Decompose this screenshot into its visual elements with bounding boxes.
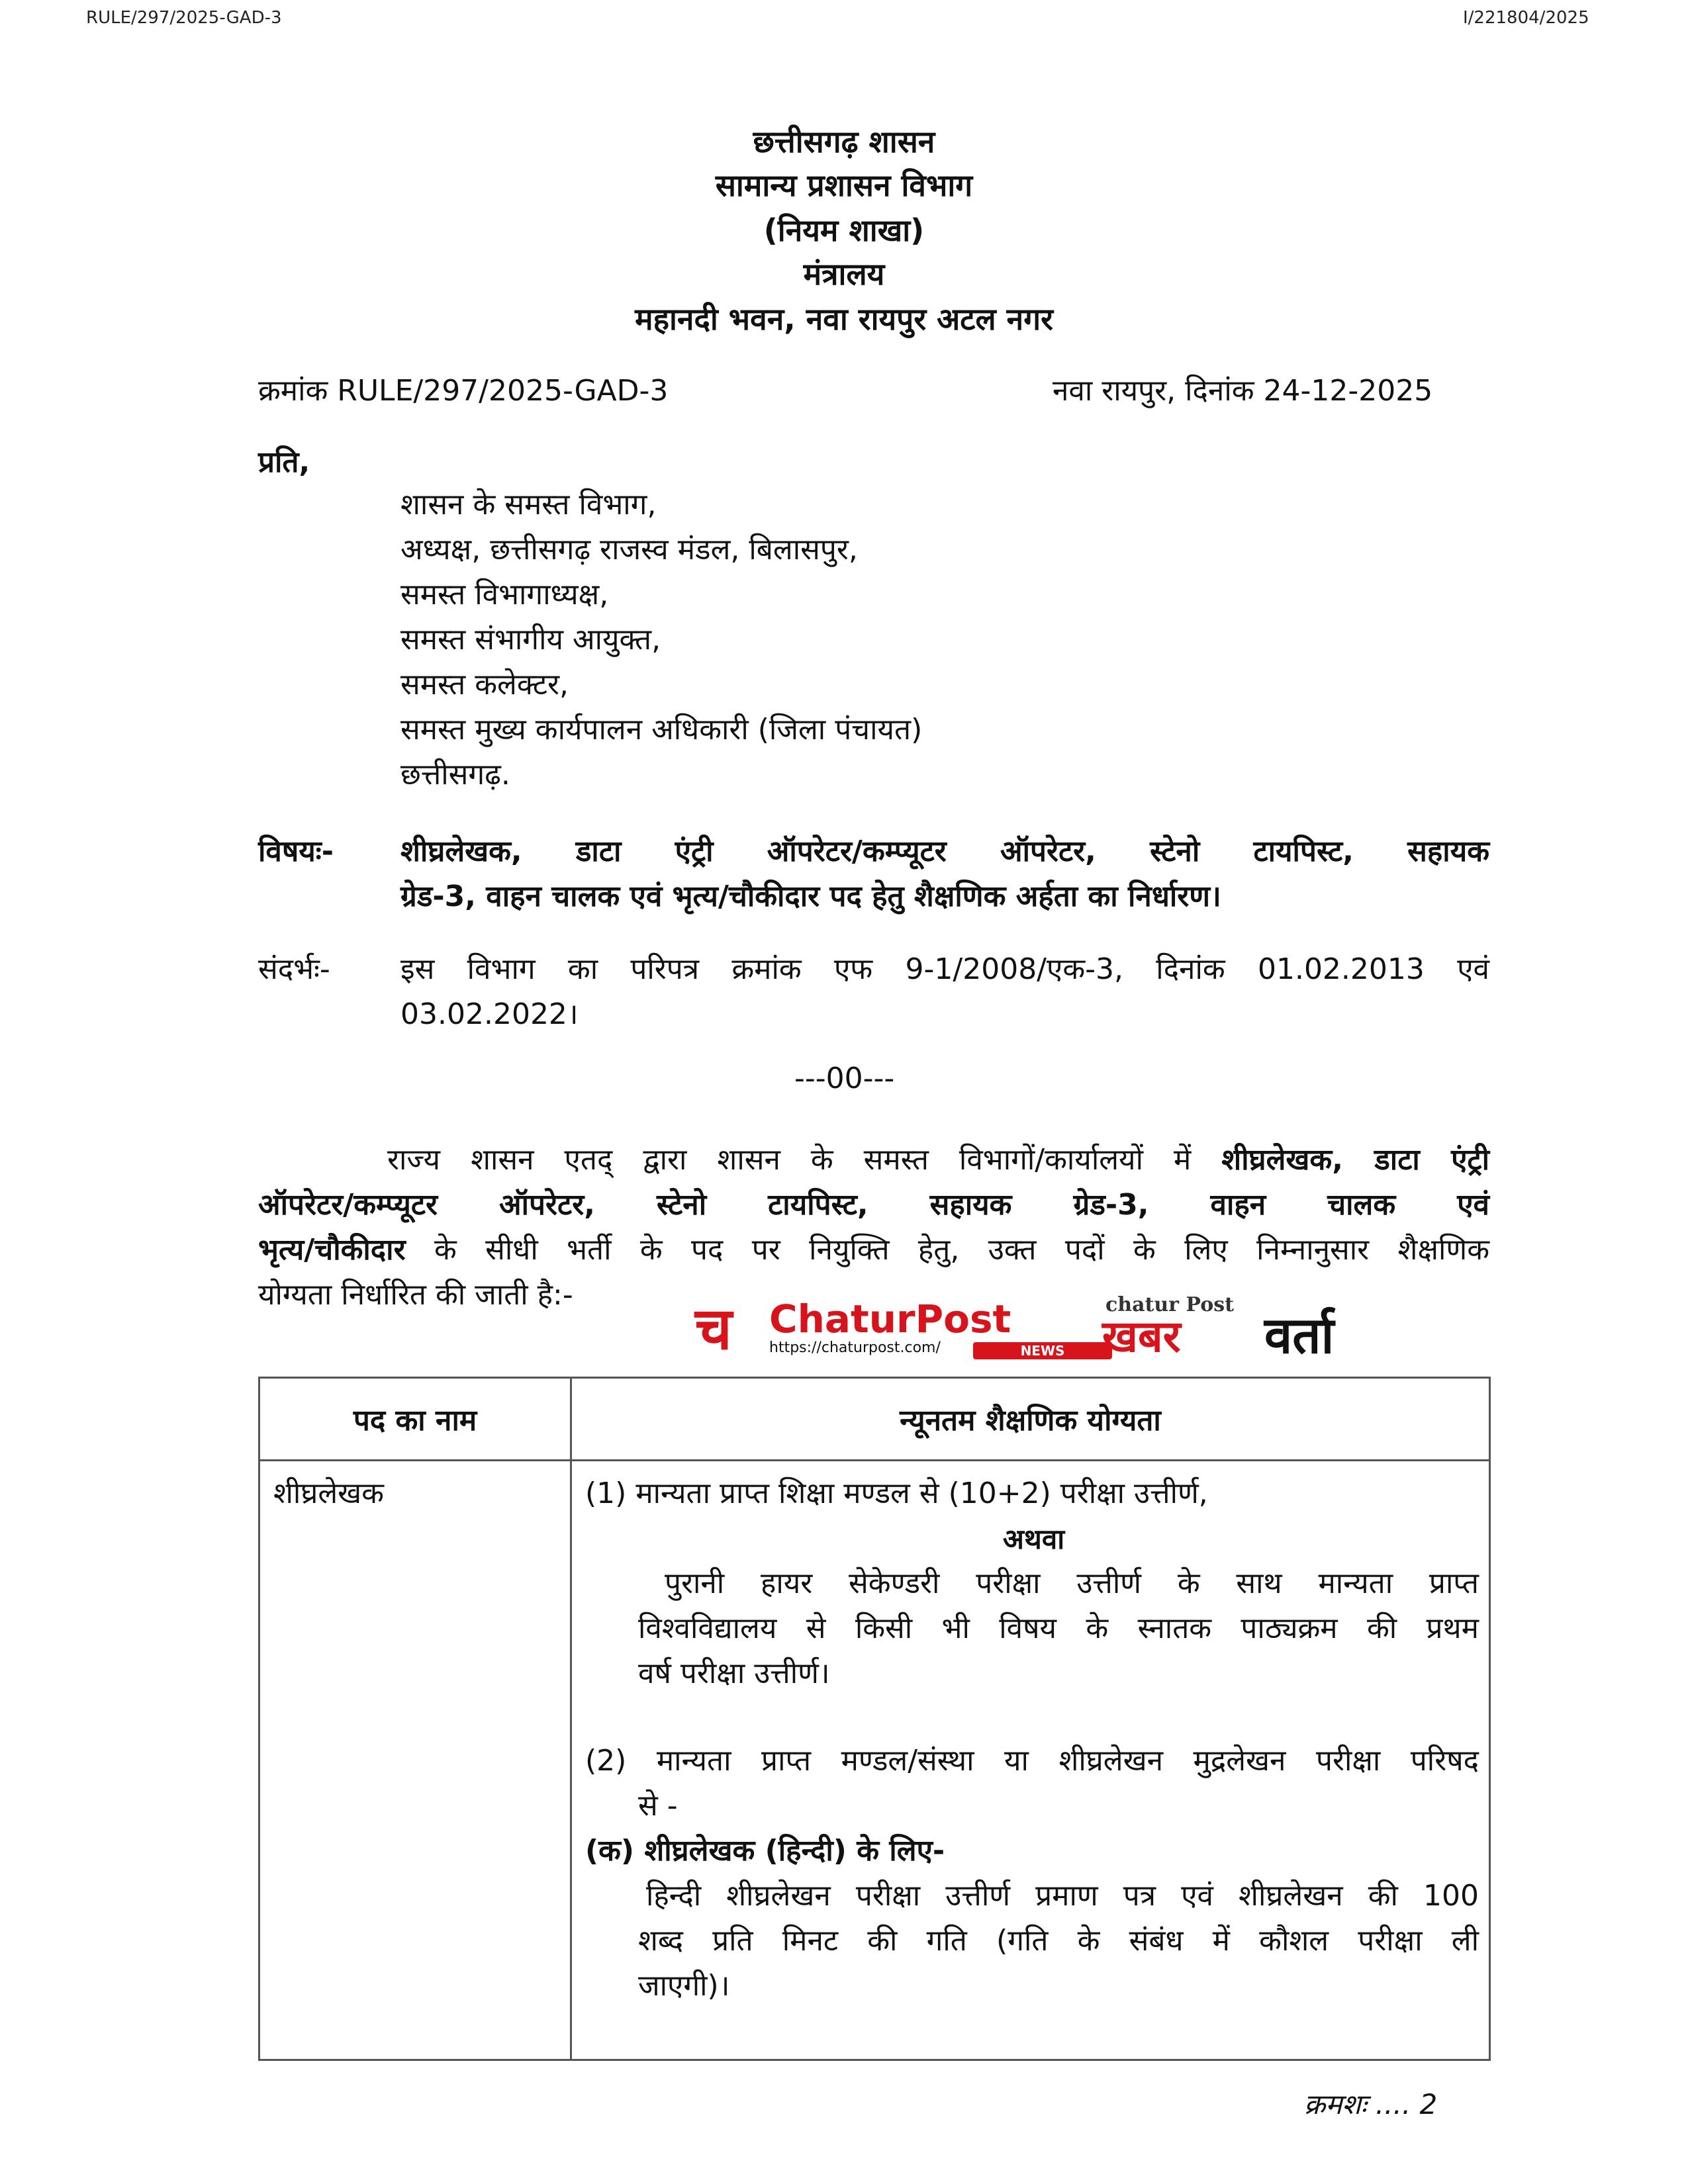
reference-line-2: 03.02.2022।: [400, 997, 579, 1031]
body-line-1-posts: शीघ्रलेखक, डाटा एंट्री: [1221, 1143, 1490, 1177]
letterhead-government: छत्तीसगढ़ शासन: [753, 124, 935, 159]
khabar-label: खबर: [1102, 1311, 1181, 1362]
to-label: प्रति,: [258, 445, 310, 479]
body-line-3: [258, 1228, 1489, 1268]
table-cell-post: शीघ्रलेखक: [259, 1461, 571, 2060]
recipient-3: समस्त विभागाध्यक्ष,: [400, 578, 609, 612]
alternative-line-1: पुरानी हायर सेकेण्डरी परीक्षा उत्तीर्ण के साथ मान्यता प्राप्त: [665, 1567, 1479, 1600]
header-ref-left: RULE/297/2025-GAD-3: [86, 8, 282, 28]
body-line-3-text: के सीधी भर्ती के पद पर नियुक्ति हेतु, उक्त पदों के लिए निम्नानुसार शैक्षणिक: [405, 1233, 1489, 1267]
qualification-1: (1) मान्यता प्राप्त शिक्षा मण्डल से (10+2) परीक्षा उत्तीर्ण,: [585, 1477, 1208, 1510]
recipient-1: शासन के समस्त विभाग,: [400, 488, 657, 522]
continued-label: क्रमशः .... 2: [1304, 2088, 1438, 2120]
body-line-1: [387, 1138, 1489, 1178]
letterhead-ministry: मंत्रालय: [803, 256, 885, 292]
varta-label: वर्ता: [1264, 1306, 1335, 1365]
chaturpost-logo-icon: च: [695, 1295, 732, 1363]
letterhead-address: महानदी भवन, नवा रायपुर अटल नगर: [635, 301, 1053, 337]
recipient-6: समस्त मुख्य कार्यपालन अधिकारी (जिला पंचायत): [400, 713, 923, 747]
letterhead-department: सामान्य प्रशासन विभाग: [715, 167, 973, 203]
subject-line-1: शीघ्रलेखक, डाटा एंट्री ऑपरेटर/कम्प्यूटर ऑपरेटर, स्टेनो टायपिस्ट, सहायक: [400, 835, 1489, 868]
recipient-7: छत्तीसगढ़.: [400, 758, 510, 792]
qualification-2-line-1: (2) मान्यता प्राप्त मण्डल/संस्था या शीघ्रलेखन मुद्रलेखन परीक्षा परिषद: [585, 1744, 1479, 1778]
reference-line-1: इस विभाग का परिपत्र क्रमांक एफ 9-1/2008/एक-3, दिनांक 01.02.2013 एवं: [400, 952, 1489, 986]
qualification-table: [258, 1377, 1491, 2061]
hindi-requirement-line-1: हिन्दी शीघ्रलेखन परीक्षा उत्तीर्ण प्रमाण पत्र एवं शीघ्रलेखन की 100: [646, 1879, 1479, 1913]
letter-number: क्रमांक RULE/297/2025-GAD-3: [258, 374, 669, 408]
table-header-qualification: न्यूनतम शैक्षणिक योग्यता: [571, 1378, 1490, 1461]
subject-label: विषयः-: [258, 835, 334, 868]
alternative-line-2: विश्वविद्यालय से किसी भी विषय के स्नातक पाठ्यक्रम की प्रथम: [638, 1612, 1479, 1645]
chaturpost-brand: ChaturPost: [769, 1297, 1011, 1342]
qualification-2-line-2: से -: [638, 1789, 678, 1823]
hindi-stenographer-heading: (क) शीघ्रलेखक (हिन्दी) के लिए-: [585, 1834, 945, 1868]
letterhead-branch: (नियम शाखा): [763, 212, 925, 248]
body-line-3-post: भृत्य/चौकीदार: [258, 1233, 406, 1267]
chaturpost-watermark: [695, 1293, 1403, 1365]
separator: ---00---: [794, 1062, 895, 1095]
hindi-requirement-line-3: जाएगी)।: [638, 1969, 730, 2003]
table-header-row: [259, 1378, 1490, 1461]
recipient-4: समस्त संभागीय आयुक्त,: [400, 623, 661, 657]
header-ref-right: I/221804/2025: [1463, 8, 1589, 28]
alternative-line-3: वर्ष परीक्षा उत्तीर्ण।: [638, 1657, 830, 1690]
recipient-5: समस्त कलेक्टर,: [400, 668, 569, 702]
or-label: अथवा: [1002, 1523, 1065, 1555]
place-date: नवा रायपुर, दिनांक 24-12-2025: [1053, 374, 1433, 408]
body-line-1-text: राज्य शासन एतद् द्वारा शासन के समस्त विभागों/कार्यालयों में: [387, 1143, 1222, 1177]
table-row: [259, 1461, 1490, 2060]
reference-label: संदर्भः-: [258, 952, 330, 986]
table-header-post: पद का नाम: [259, 1378, 571, 1461]
body-line-4: योग्यता निर्धारित की जाती है:-: [258, 1278, 573, 1312]
chaturpost-small-label: chatur Post: [1105, 1293, 1234, 1316]
subject-line-2: ग्रेड-3, वाहन चालक एवं भृत्य/चौकीदार पद हेतु शैक्षणिक अर्हता का निर्धारण।: [400, 880, 1221, 913]
table-cell-qualification: [571, 1461, 1490, 2060]
chaturpost-url: https://chaturpost.com/: [769, 1340, 941, 1356]
recipient-2: अध्यक्ष, छत्तीसगढ़ राजस्व मंडल, बिलासपुर,: [400, 533, 858, 567]
hindi-requirement-line-2: शब्द प्रति मिनट की गति (गति के संबंध में कौशल परीक्षा ली: [638, 1924, 1479, 1958]
body-line-2: ऑपरेटर/कम्प्यूटर ऑपरेटर, स्टेनो टायपिस्ट, सहायक ग्रेड-3, वाहन चालक एवं: [258, 1188, 1489, 1222]
news-badge: NEWS: [973, 1342, 1112, 1359]
